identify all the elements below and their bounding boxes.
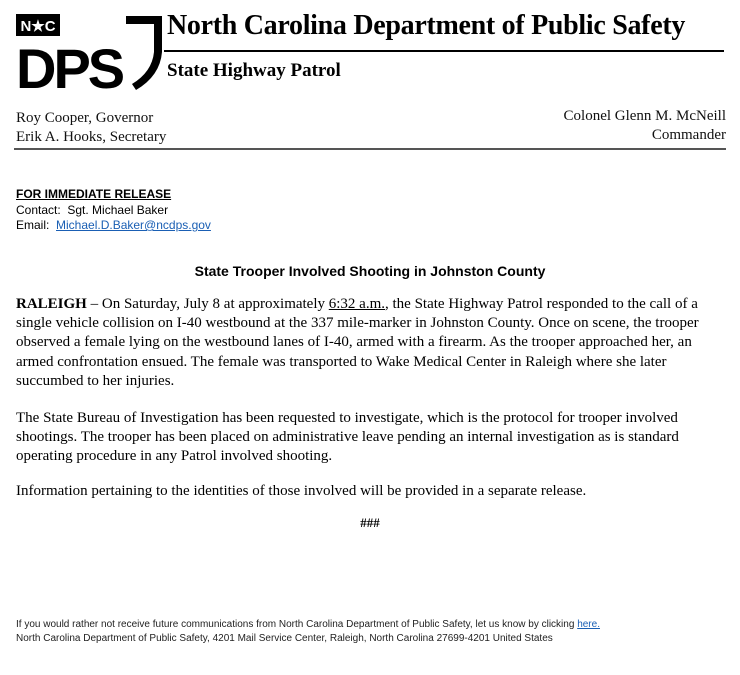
governor-line: Roy Cooper, Governor xyxy=(16,110,154,126)
governor-secretary-block xyxy=(16,109,166,147)
contact-name: Sgt. Michael Baker xyxy=(67,202,169,217)
p1-rest: , the State Highway Patrol responded to the call of a single vehicle collision on I-40 westbound at the 337 mile-marker in Johnston County. Once on scene, the trooper observed a female lying on the westbound lanes of I-40, armed with a firearm. As the trooper approached her, an armed confrontation ensued. The female was transported to Wake Medical Center in Raleigh where she later succumbed to her injuries. xyxy=(16,296,699,389)
secretary-line: Erik A. Hooks, Secretary xyxy=(16,129,167,145)
unsubscribe-link[interactable]: here. xyxy=(577,619,600,630)
commander-block xyxy=(564,107,726,145)
p1-intro: – On Saturday, July 8 at approximately xyxy=(86,296,329,312)
colonel-line: Colonel Glenn M. McNeill xyxy=(563,108,726,124)
commander-line: Commander xyxy=(651,127,726,143)
agency-name: North Carolina Department of Public Safety xyxy=(167,10,686,41)
email-label: Email: xyxy=(16,218,50,232)
letterhead-divider xyxy=(14,148,726,150)
release-header xyxy=(16,187,211,234)
dps-logo xyxy=(14,12,164,94)
email-line xyxy=(16,218,211,234)
email-link[interactable]: Michael.D.Baker@ncdps.gov xyxy=(56,218,211,232)
footer-address: North Carolina Department of Public Safety, 4201 Mail Service Center, Raleigh, North Carolina 27699-4201 United States xyxy=(16,633,553,644)
logo-dps-text: DPS xyxy=(16,37,123,94)
unsubscribe-text: If you would rather not receive future communications from North Carolina Department of Public Safety, let us know by clicking xyxy=(16,619,578,630)
release-label: FOR IMMEDIATE RELEASE xyxy=(16,187,172,201)
contact-line xyxy=(16,203,211,219)
dateline: RALEIGH xyxy=(16,296,87,312)
paragraph-1 xyxy=(16,295,728,391)
division-name: State Highway Patrol xyxy=(167,60,341,81)
headline: State Trooper Involved Shooting in Johnston County xyxy=(194,263,546,279)
end-mark: ### xyxy=(360,515,380,530)
paragraph-3: Information pertaining to the identities of those involved will be provided in a separate release. xyxy=(16,483,587,499)
contact-label: Contact: xyxy=(16,202,61,217)
logo-nc-text: N★C xyxy=(20,18,56,35)
header-rule xyxy=(164,50,724,52)
footer xyxy=(16,618,600,646)
unsubscribe-line xyxy=(16,618,600,632)
incident-time: 6:32 a.m. xyxy=(328,296,386,312)
paragraph-2: The State Bureau of Investigation has been requested to investigate, which is the protocol for trooper involved shootings. The trooper has been placed on administrative leave pending an internal investigation as is standard operating procedure in any Patrol involved shooting. xyxy=(16,410,679,465)
